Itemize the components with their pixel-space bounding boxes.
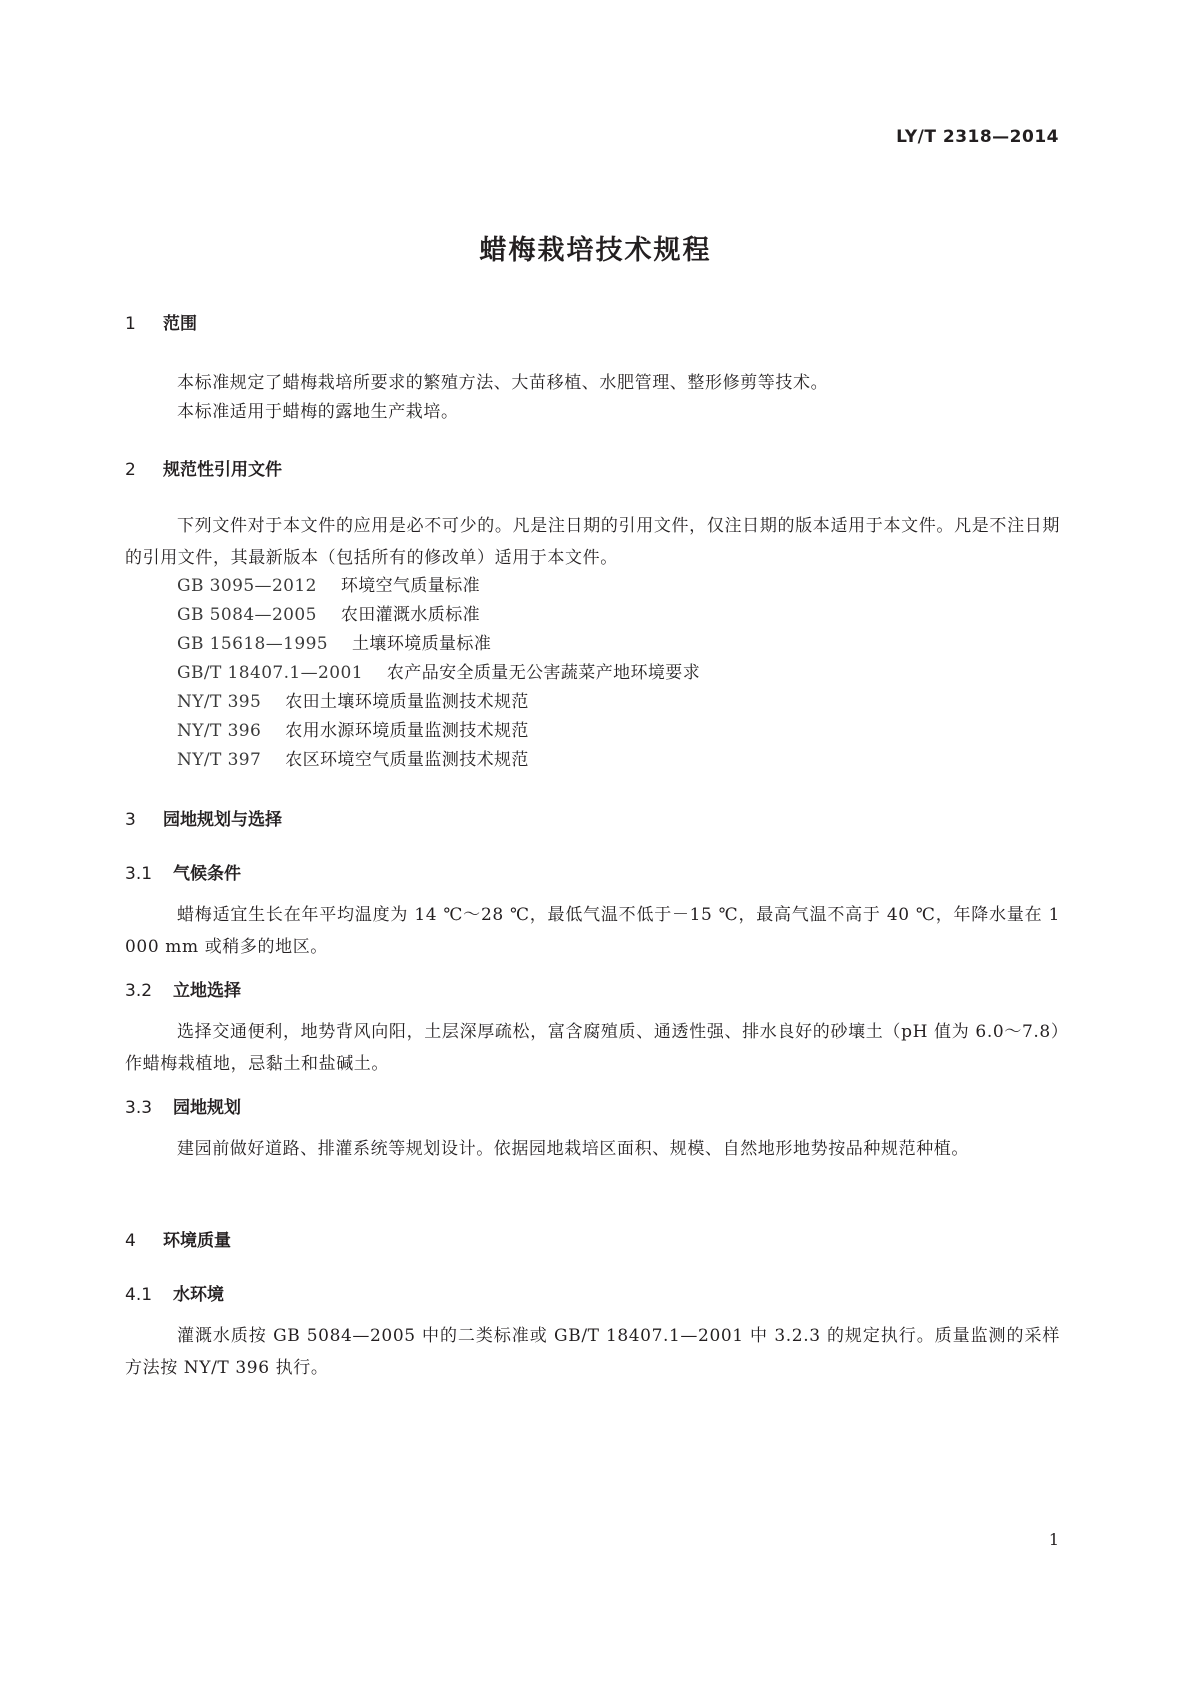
section-number: 2 (125, 460, 136, 480)
section-title: 园地规划 (173, 1098, 241, 1118)
section-title: 范围 (163, 314, 197, 334)
reference-code: NY/T 395 (177, 692, 262, 712)
reference-code: NY/T 396 (177, 721, 262, 741)
section-title: 气候条件 (173, 864, 241, 884)
section-number: 4.1 (125, 1285, 153, 1305)
section-number: 3 (125, 810, 136, 830)
section-number: 4 (125, 1231, 136, 1251)
reference-item (177, 716, 529, 741)
reference-name: 环境空气质量标准 (340, 576, 481, 596)
section-number: 3.3 (125, 1098, 153, 1118)
reference-item (177, 745, 529, 770)
reference-code: GB/T 18407.1—2001 (177, 663, 363, 683)
section-2-paragraph: 下列文件对于本文件的应用是必不可少的。凡是注日期的引用文件，仅注日期的版本适用于本文件。凡是不注日期的引用文件，其最新版本（包括所有的修改单）适用于本文件。 (125, 516, 1060, 568)
section-title: 园地规划与选择 (163, 810, 282, 830)
reference-item (177, 658, 700, 683)
document-title: 蜡梅栽培技术规程 (479, 235, 712, 266)
reference-name: 农用水源环境质量监测技术规范 (285, 721, 529, 741)
reference-item (177, 600, 480, 625)
reference-item (177, 687, 529, 712)
reference-name: 农田灌溉水质标准 (340, 605, 481, 625)
reference-name: 农田土壤环境质量监测技术规范 (285, 692, 529, 712)
reference-name: 土壤环境质量标准 (352, 634, 492, 654)
section-title: 环境质量 (163, 1231, 231, 1251)
section-title: 水环境 (173, 1285, 224, 1305)
section-4-1-heading (125, 1280, 224, 1305)
section-title: 立地选择 (173, 981, 241, 1001)
section-number: 1 (125, 314, 136, 334)
section-1-paragraph-1: 本标准规定了蜡梅栽培所要求的繁殖方法、大苗移植、水肥管理、整形修剪等技术。 (177, 373, 829, 393)
section-3-heading (125, 805, 282, 830)
reference-code: GB 5084—2005 (177, 605, 317, 625)
reference-name: 农区环境空气质量监测技术规范 (285, 750, 529, 770)
reference-code: NY/T 397 (177, 750, 262, 770)
reference-item (177, 571, 480, 596)
section-3-2-paragraph: 选择交通便利，地势背风向阳，土层深厚疏松，富含腐殖质、通透性强、排水良好的砂壤土（pH 值为 6.0～7.8）作蜡梅栽植地，忌黏土和盐碱土。 (125, 1022, 1060, 1074)
section-3-1-heading (125, 859, 241, 884)
section-1-paragraph-2: 本标准适用于蜡梅的露地生产栽培。 (177, 402, 459, 422)
section-4-heading (125, 1226, 231, 1251)
section-4-1-paragraph: 灌溉水质按 GB 5084—2005 中的二类标准或 GB/T 18407.1—2001 中 3.2.3 的规定执行。质量监测的采样方法按 NY/T 396 执行。 (125, 1326, 1060, 1378)
reference-item (177, 629, 491, 654)
page-number: 1 (1048, 1530, 1059, 1549)
reference-code: GB 3095—2012 (177, 576, 317, 596)
section-3-1-paragraph: 蜡梅适宜生长在年平均温度为 14 ℃～28 ℃，最低气温不低于－15 ℃，最高气温不高于 40 ℃，年降水量在 1 000 mm 或稍多的地区。 (125, 905, 1060, 957)
section-3-3-heading (125, 1093, 241, 1118)
section-2-heading (125, 455, 282, 480)
standard-code: LY/T 2318—2014 (896, 127, 1059, 147)
section-1-heading (125, 309, 197, 334)
section-3-3-paragraph: 建园前做好道路、排灌系统等规划设计。依据园地栽培区面积、规模、自然地形地势按品种规范种植。 (177, 1139, 969, 1159)
section-number: 3.2 (125, 981, 153, 1001)
reference-name: 农产品安全质量无公害蔬菜产地环境要求 (386, 663, 701, 683)
reference-code: GB 15618—1995 (177, 634, 329, 654)
section-number: 3.1 (125, 864, 153, 884)
section-3-2-heading (125, 976, 241, 1001)
section-title: 规范性引用文件 (163, 460, 282, 480)
